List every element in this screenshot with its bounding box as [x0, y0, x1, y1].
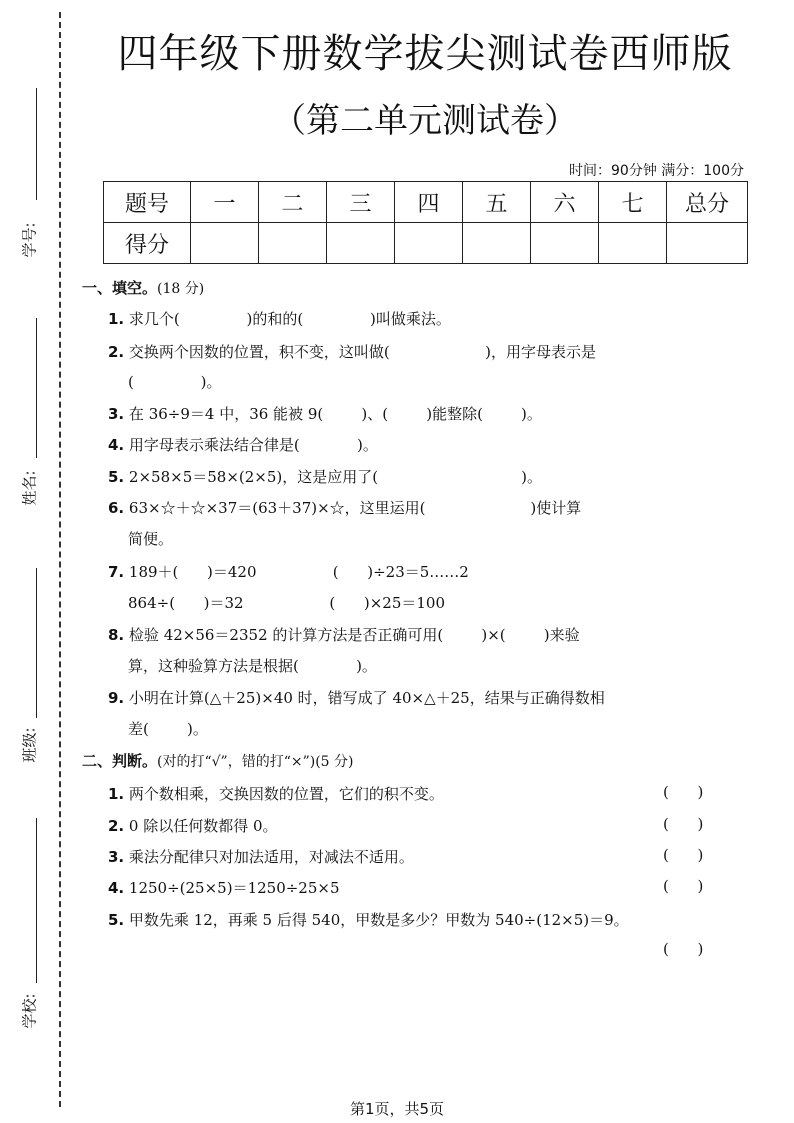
question-number: 1.: [108, 785, 125, 803]
question-text: 两个数相乘，交换因数的位置，它们的积不变。: [128, 785, 444, 803]
question-item: [108, 624, 580, 645]
question-item: [108, 434, 378, 455]
section-points: (18 分): [157, 281, 205, 297]
question-item: [108, 403, 542, 424]
question-number: 2.: [108, 817, 125, 835]
question-continuation: [128, 528, 173, 549]
question-item: [108, 466, 542, 487]
question-text: 乘法分配律只对加法适用，对减法不适用。: [128, 848, 414, 866]
question-item: [108, 341, 596, 362]
section-heading: 二、判断。: [82, 752, 158, 770]
student-name-line: [36, 318, 37, 458]
score-row-label: 得分: [104, 223, 191, 264]
score-cell[interactable]: [327, 223, 395, 264]
score-header-cell: 五: [463, 182, 531, 223]
student-id-line: [36, 88, 37, 200]
school-label: 学校:: [20, 993, 39, 1029]
score-header-cell: 四: [395, 182, 463, 223]
question-text: 交换两个因数的位置，积不变，这叫做( )，用字母表示是: [128, 343, 596, 361]
score-table: [103, 181, 748, 264]
score-header-cell: 六: [531, 182, 599, 223]
question-continuation: [128, 718, 208, 739]
section-judge-title: [82, 750, 354, 771]
score-header-cell: 总分: [667, 182, 748, 223]
class-line: [36, 568, 37, 718]
student-name-label: 姓名:: [20, 470, 39, 506]
score-cell[interactable]: [463, 223, 531, 264]
page-title: 四年级下册数学拔尖测试卷西师版: [117, 31, 733, 77]
section-points: (对的打“√”，错的打“×”)(5 分): [157, 754, 354, 770]
answer-paren[interactable]: ( ): [663, 846, 704, 864]
score-cell[interactable]: [395, 223, 463, 264]
section-fill-title: [82, 277, 204, 298]
answer-paren[interactable]: ( ): [663, 815, 704, 833]
question-text: ( )。: [128, 373, 222, 391]
question-item: [108, 497, 581, 518]
question-number: 7.: [108, 563, 125, 581]
question-text: 求几个( )的和的( )叫做乘法。: [128, 310, 451, 328]
question-item: [108, 687, 605, 708]
page-footer: 第1页，共5页: [349, 1100, 445, 1118]
question-text: 小明在计算(△＋25)×40 时，错写成了 40×△＋25，结果与正确得数相: [128, 689, 605, 707]
question-number: 4.: [108, 879, 125, 897]
question-continuation: [128, 655, 377, 676]
question-text: 864÷( )＝32 ( )×25＝100: [128, 594, 446, 612]
score-header-row: [104, 182, 748, 223]
question-number: 1.: [108, 310, 125, 328]
class-label: 班级:: [20, 727, 39, 763]
score-header-cell: 一: [191, 182, 259, 223]
question-number: 6.: [108, 499, 125, 517]
score-header-cell: 三: [327, 182, 395, 223]
question-number: 3.: [108, 848, 125, 866]
judge-item: [108, 815, 278, 836]
question-number: 8.: [108, 626, 125, 644]
exam-meta: 时间：90分钟 满分：100分: [569, 163, 744, 179]
answer-paren[interactable]: ( ): [663, 877, 704, 895]
question-number: 2.: [108, 343, 125, 361]
judge-item: [108, 846, 414, 867]
question-item: [108, 561, 469, 582]
question-item: [108, 308, 451, 329]
question-text: 算，这种验算方法是根据( )。: [128, 657, 377, 675]
score-header-cell: 二: [259, 182, 327, 223]
question-text: 用字母表示乘法结合律是( )。: [128, 436, 378, 454]
binding-line: [59, 12, 61, 1107]
question-continuation: [128, 592, 445, 613]
score-header-cell: 题号: [104, 182, 191, 223]
question-text: 甲数先乘 12，再乘 5 后得 540，甲数是多少？甲数为 540÷(12×5)＝9。: [128, 911, 629, 929]
question-text: 0 除以任何数都得 0。: [128, 817, 278, 835]
question-text: 2×58×5＝58×(2×5)，这是应用了( )。: [128, 468, 542, 486]
section-heading: 一、填空。: [82, 279, 158, 297]
judge-item: [108, 783, 444, 804]
question-text: 简便。: [128, 530, 174, 548]
score-cell[interactable]: [191, 223, 259, 264]
question-number: 9.: [108, 689, 125, 707]
answer-paren[interactable]: ( ): [663, 940, 704, 958]
score-header-cell: 七: [599, 182, 667, 223]
page-subtitle: （第二单元测试卷）: [272, 101, 578, 141]
question-text: 在 36÷9＝4 中，36 能被 9( )、( )能整除( )。: [128, 405, 542, 423]
question-number: 5.: [108, 468, 125, 486]
score-cell[interactable]: [667, 223, 748, 264]
question-text: 63×☆＋☆×37＝(63＋37)×☆，这里运用( )使计算: [128, 499, 582, 517]
question-continuation: [128, 371, 221, 392]
question-text: 1250÷(25×5)＝1250÷25×5: [128, 879, 340, 897]
student-id-label: 学号:: [20, 222, 39, 258]
answer-paren[interactable]: ( ): [663, 783, 704, 801]
score-cell[interactable]: [599, 223, 667, 264]
question-number: 5.: [108, 911, 125, 929]
question-text: 189＋( )＝420 ( )÷23＝5……2: [128, 563, 469, 581]
question-number: 4.: [108, 436, 125, 454]
question-number: 3.: [108, 405, 125, 423]
score-cell[interactable]: [531, 223, 599, 264]
question-text: 差( )。: [128, 720, 208, 738]
score-value-row: [104, 223, 748, 264]
school-line: [36, 818, 37, 983]
judge-item: [108, 877, 340, 898]
question-text: 检验 42×56＝2352 的计算方法是否正确可用( )×( )来验: [128, 626, 580, 644]
judge-item: [108, 909, 629, 930]
score-cell[interactable]: [259, 223, 327, 264]
